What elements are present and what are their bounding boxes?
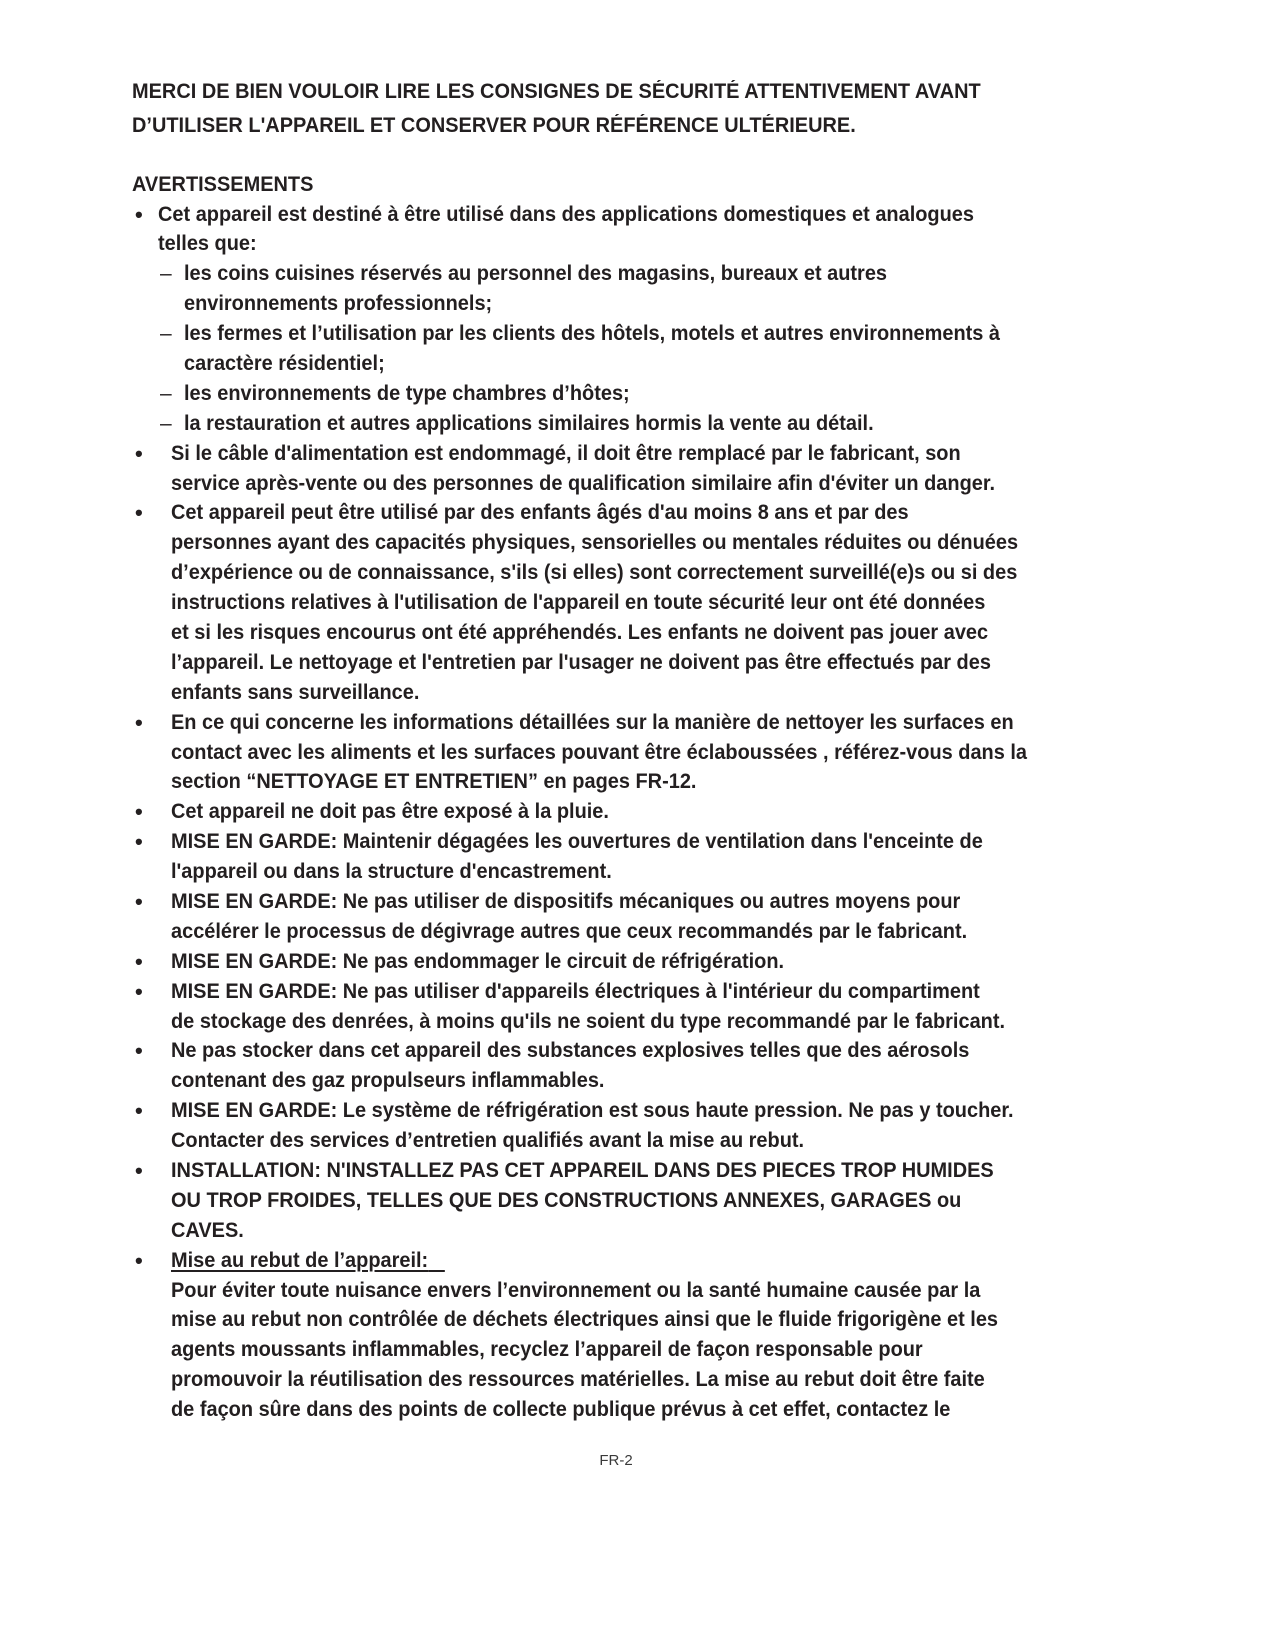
bullet-marker [135,977,143,1007]
warning-item-5-line-1: Cet appareil ne doit pas être exposé à la pluie. [171,800,609,824]
warning-item-3 [0,498,1275,707]
warning-item-1-line-2: telles que: [158,232,257,256]
warning-item-8 [0,947,1275,977]
safety-notice-header [132,75,1025,143]
bullet-marker [135,439,143,469]
warning-item-3-line-1: Cet appareil peut être utilisé par des enfants âgés d'au moins 8 ans et par des [171,501,909,525]
warning-item-1-sub-4 [0,409,1275,439]
warning-item-10-line-2: contenant des gaz propulseurs inflammables. [171,1069,605,1093]
bullet-marker [135,1036,143,1066]
warning-item-4-line-1: En ce qui concerne les informations détaillées sur la manière de nettoyer les surfaces en [171,710,1014,734]
warning-item-4-line-3: section “NETTOYAGE ET ENTRETIEN” en pages FR-12. [171,770,697,794]
warning-item-7 [0,887,1275,947]
bullet-marker [135,887,143,917]
warning-item-11-line-2: Contacter des services d’entretien qualifiés avant la mise au rebut. [171,1129,805,1153]
warning-item-1-sub-4-line-1: la restauration et autres applications similaires hormis la vente au détail. [184,411,874,435]
warning-item-3-line-5: et si les risques encourus ont été appréhendés. Les enfants ne doivent pas jouer avec [171,620,989,644]
bullet-marker [135,200,143,230]
bullet-marker [135,708,143,738]
warnings-title: AVERTISSEMENTS [132,172,314,196]
dash-marker [160,319,172,349]
warning-item-13-line-2: mise au rebut non contrôlée de déchets électriques ainsi que le fluide frigorigène et les [171,1308,999,1332]
warning-item-1-sub-2-line-2: caractère résidentiel; [184,351,385,375]
warning-item-10-line-1: Ne pas stocker dans cet appareil des substances explosives telles que des aérosols [171,1039,970,1063]
warning-item-3-line-2: personnes ayant des capacités physiques, sensorielles ou mentales réduites ou dénuées [171,531,1019,555]
warning-item-10 [0,1036,1275,1096]
warning-item-13 [0,1246,1275,1425]
warning-item-3-line-7: enfants sans surveillance. [171,680,420,704]
warning-item-2-line-2: service après-vente ou des personnes de qualification similaire afin d'éviter un danger. [171,471,996,495]
warning-item-9-line-1: MISE EN GARDE: Ne pas utiliser d'appareils électriques à l'intérieur du compartiment [171,979,980,1003]
warning-item-1-sub-1 [0,259,1275,319]
warning-item-2-line-1: Si le câble d'alimentation est endommagé, il doit être remplacé par le fabricant, son [171,441,961,465]
warning-item-4 [0,708,1275,798]
warning-item-1-line-1: Cet appareil est destiné à être utilisé dans des applications domestiques et analogues [158,202,974,226]
warning-item-1-sub-2 [0,319,1275,379]
page-number: FR-2 [599,1452,633,1469]
warning-item-1-sub-3-line-1: les environnements de type chambres d’hôtes; [184,381,630,405]
warning-item-3-line-4: instructions relatives à l'utilisation de l'appareil en toute sécurité leur ont été données [171,591,986,615]
warning-item-1-sub-2-line-1: les fermes et l’utilisation par les clients des hôtels, motels et autres environnements à [184,322,1001,346]
warning-item-12-line-1: INSTALLATION: N'INSTALLEZ PAS CET APPAREIL DANS DES PIECES TROP HUMIDES [171,1159,994,1182]
warning-item-6-line-1: MISE EN GARDE: Maintenir dégagées les ouvertures de ventilation dans l'enceinte de [171,830,983,854]
warning-item-12-line-2: OU TROP FROIDES, TELLES QUE DES CONSTRUCTIONS ANNEXES, GARAGES ou [171,1188,962,1212]
warning-item-1-sub-1-line-1: les coins cuisines réservés au personnel des magasins, bureaux et autres [184,262,888,286]
warning-item-1-sub-3 [0,379,1275,409]
warning-item-4-line-2: contact avec les aliments et les surfaces pouvant être éclaboussées , référez-vous dans la [171,740,1028,764]
warning-item-11-line-1: MISE EN GARDE: Le système de réfrigération est sous haute pression. Ne pas y toucher. [171,1099,1014,1123]
bullet-marker [135,797,143,827]
warning-item-13-line-5: de façon sûre dans des points de collecte publique prévus à cet effet, contactez le [171,1398,951,1422]
warning-item-13-line-1: Pour éviter toute nuisance envers l’environnement ou la santé humaine causée par la [171,1278,981,1302]
warning-item-11 [0,1096,1275,1156]
warning-item-12-line-3: CAVES. [171,1218,244,1242]
bullet-marker [135,1096,143,1126]
warning-item-1-sub-1-line-2: environnements professionnels; [184,292,493,316]
warning-item-6-line-2: l'appareil ou dans la structure d'encastrement. [171,860,612,884]
dash-marker [160,379,172,409]
bullet-marker [135,498,143,528]
disposal-heading-text: Mise au rebut de l’appareil: [171,1248,429,1272]
warning-item-7-line-2: accélérer le processus de dégivrage autres que ceux recommandés par le fabricant. [171,919,968,943]
dash-marker [160,259,172,289]
warning-item-7-line-1: MISE EN GARDE: Ne pas utiliser de dispositifs mécaniques ou autres moyens pour [171,889,961,913]
warning-item-6 [0,827,1275,887]
warning-item-13-line-4: promouvoir la réutilisation des ressources matérielles. La mise au rebut doit être faite [171,1368,985,1392]
bullet-marker [135,1246,143,1276]
safety-notice-header-line-2: D’UTILISER L'APPAREIL ET CONSERVER POUR RÉFÉRENCE ULTÉRIEURE. [132,114,856,137]
warning-item-8-line-1: MISE EN GARDE: Ne pas endommager le circuit de réfrigération. [171,949,785,973]
disposal-heading [171,1246,445,1276]
warning-item-1 [0,200,1275,439]
warning-item-3-line-6: l’appareil. Le nettoyage et l'entretien par l'usager ne doivent pas être effectués par des [171,650,991,674]
bullet-marker [135,947,143,977]
bullet-marker [135,827,143,857]
warning-item-5 [0,797,1275,827]
warning-item-13-line-3: agents moussants inflammables, recyclez l’appareil de façon responsable pour [171,1338,923,1362]
dash-marker [160,409,172,439]
safety-notice-header-line-1: MERCI DE BIEN VOULOIR LIRE LES CONSIGNES DE SÉCURITÉ ATTENTIVEMENT AVANT [132,80,981,103]
warning-item-12 [0,1156,1275,1246]
warnings-list [0,200,1275,1426]
warning-item-3-line-3: d’expérience ou de connaissance, s'ils (si elles) sont correctement surveillé(e)s ou si des [171,561,1018,585]
warning-item-9 [0,977,1275,1037]
bullet-marker [135,1156,143,1186]
warning-item-9-line-2: de stockage des denrées, à moins qu'ils ne soient du type recommandé par le fabricant. [171,1009,1006,1033]
warning-item-2 [0,439,1275,499]
